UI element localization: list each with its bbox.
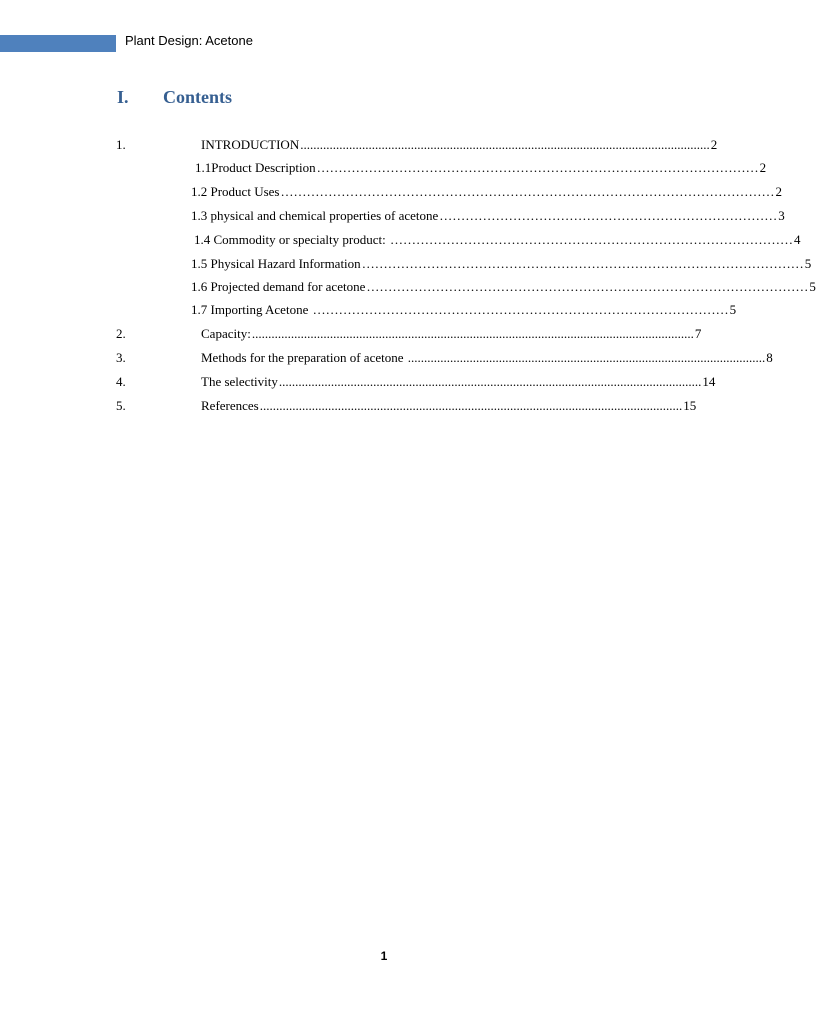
toc-entry-label: 1.2 Product Uses: [191, 184, 280, 199]
toc-subentry-product-description[interactable]: [195, 160, 767, 176]
toc-subentry-hazard[interactable]: [191, 256, 812, 272]
toc-entry-number: 5.: [116, 398, 126, 413]
dot-leader: ........................................................................................................................................: [251, 326, 694, 341]
toc-entry-label: 1.5 Physical Hazard Information: [191, 256, 361, 271]
toc-entry-page: 14: [702, 374, 716, 389]
toc-entry-label: The selectivity: [201, 374, 278, 389]
toc-subentry-commodity[interactable]: [194, 232, 801, 248]
toc-entry-page: 15: [683, 398, 697, 413]
toc-entry-introduction[interactable]: [201, 137, 718, 153]
dot-leader: …………………………………………………………………………………………: [366, 279, 809, 294]
dot-leader: ..................................................................................................................................: [278, 374, 702, 389]
header-accent-bar: [0, 35, 116, 52]
toc-entry-page: 2: [759, 160, 767, 175]
toc-entry-page: 5: [804, 256, 812, 271]
contents-heading-number: I.: [117, 87, 129, 107]
toc-entry-page: 2: [775, 184, 782, 199]
dot-leader: …………………………………………………………………………………: [386, 232, 793, 247]
dot-leader: ……………………………………………………………………………………: [309, 302, 729, 317]
toc-entry-number: 3.: [116, 350, 126, 365]
dot-leader: ..............................................................................................................................: [300, 137, 710, 152]
footer-page-number: 1: [380, 949, 388, 963]
toc-entry-page: 3: [778, 208, 785, 223]
toc-entry-number: 1.: [116, 137, 126, 152]
dot-leader: …………………………………………………………………………………………: [361, 256, 804, 271]
toc-entry-selectivity[interactable]: [201, 374, 716, 390]
toc-entry-methods[interactable]: [201, 350, 773, 366]
toc-entry-label: 1.3 physical and chemical properties of acetone: [191, 208, 439, 223]
contents-heading: [117, 87, 232, 108]
toc-entry-number: 4.: [116, 374, 126, 389]
toc-entry-label: 1.7 Importing Acetone: [191, 302, 309, 317]
toc-subentry-importing[interactable]: [191, 302, 737, 318]
toc-entry-page: 8: [766, 350, 773, 365]
dot-leader: ..................................................................................................................................: [259, 398, 683, 413]
toc-subentry-product-uses[interactable]: [191, 184, 782, 200]
dot-leader: ……………………………………………………………………………………………………: [280, 184, 775, 199]
toc-entry-capacity[interactable]: [201, 326, 702, 342]
toc-entry-page: 5: [729, 302, 737, 317]
dot-leader: …………………………………………………………………………………………: [316, 160, 759, 175]
toc-subentry-properties[interactable]: [191, 208, 785, 224]
toc-entry-label: 1.1Product Description: [195, 160, 316, 175]
toc-entry-label: 1.4 Commodity or specialty product:: [194, 232, 386, 247]
contents-heading-label: Contents: [163, 87, 233, 107]
toc-entry-page: 2: [710, 137, 718, 152]
running-header-title: Plant Design: Acetone: [125, 33, 253, 48]
toc-entry-label: Methods for the preparation of acetone: [201, 350, 404, 365]
dot-leader: ……………………………………………………………………: [439, 208, 778, 223]
toc-entry-page: 4: [793, 232, 801, 247]
toc-subentry-demand[interactable]: [191, 279, 816, 295]
toc-entry-page: 7: [694, 326, 702, 341]
toc-entry-label: References: [201, 398, 259, 413]
toc-entry-label: INTRODUCTION: [201, 137, 300, 152]
dot-leader: ..............................................................................................................: [404, 350, 766, 365]
toc-entry-references[interactable]: [201, 398, 697, 414]
toc-entry-label: Capacity:: [201, 326, 251, 341]
toc-entry-number: 2.: [116, 326, 126, 341]
toc-entry-label: 1.6 Projected demand for acetone: [191, 279, 366, 294]
toc-entry-page: 5: [809, 279, 816, 294]
